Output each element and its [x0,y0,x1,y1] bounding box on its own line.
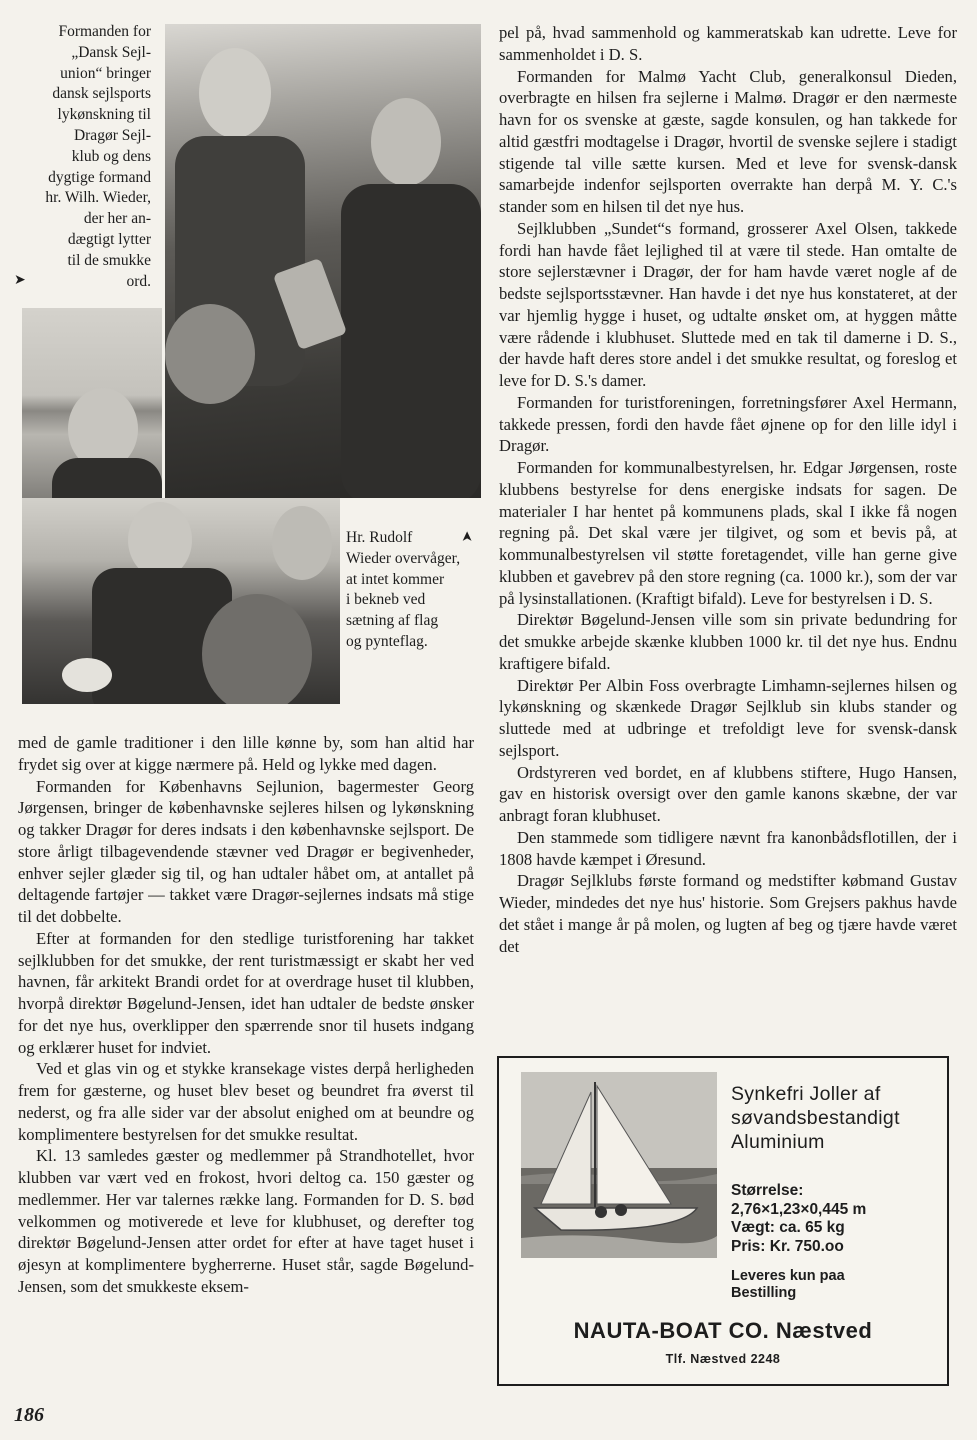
caption-line: til de smukke [67,251,151,269]
paragraph: Direktør Per Albin Foss overbragte Limhamn-sejlernes hilsen og lykønskning og skænkede Dragør Sejlklub sin klubs stander og sluttede med at udbringe et trefoldigt leve for svensk-dansk sejlsport. [499,675,957,760]
caption-line: Wieder overvåger, [346,549,461,567]
caption-line: ord. [126,272,151,290]
ad-order-note [731,1268,941,1302]
paragraph: Formanden for kommunalbestyrelsen, hr. Edgar Jørgensen, roste klubbens bestyrelse for dens energiske indsats for sagen. De materialer I har hentet på kommunens plads, skal I ikke få nogen regning på. Det skal være jer tilgivet, og som et bevis på, at kommunalbestyrelsen vil støtte foretagendet, ville han gerne give klubben et gavebrev på den store regning (ca. 1000 kr.), som der var på lysinstallationen. (Kraftigt bifald). Leve for bestyrelsen i D. S. [499,458,957,608]
size-label: Størrelse: [731,1182,804,1199]
ad-specs [731,1182,941,1256]
paragraph: pel på, hvad sammenhold og kammeratskab kan udrette. Leve for sammenholdet i D. S. [499,23,957,64]
paragraph: med de gamle traditioner i den lille kønne by, som han altid har frydet sig over at kigge nærmere på. Held og lykke med dagen. [18,733,474,774]
caption-line: dansk sejlsports [52,85,151,103]
photo-flag-ceremony [165,24,481,498]
paragraph: Ordstyreren ved bordet, en af klubbens stiftere, Hugo Hansen, gav en historisk oversigt over den gamle kanons skæbne, der var anbragt foran klubhuset. [499,762,957,825]
sailboat-icon [521,1072,717,1258]
paragraph: Ved et glas vin og et stykke kransekage vistes derpå herligheden frem for gæsterne, og huset blev beset og beundret fra øverst til nederst, og fra alle sider var der absolut enighed om at beundre og komplimentere bestyrelsen for det smukke resultat. [18,1059,474,1144]
caption-line: „Dansk Sejl- [71,43,151,61]
page-number: 186 [14,1404,44,1426]
ad-title [731,1082,941,1154]
weight: Vægt: ca. 65 kg [731,1219,845,1236]
caption-line: Hr. Rudolf [346,529,413,546]
company-name: NAUTA-BOAT CO. Næstved [573,1318,873,1343]
order-line: Leveres kun paa [731,1268,845,1284]
caption-line: sætning af flag [346,612,439,630]
paragraph: Direktør Bøgelund-Jensen ville som sin private bedundring for det smukke arbejde skænke klubben 1000 kr. til det nye hus. Endnu kraftigere bifald. [499,610,957,673]
right-column [499,22,957,957]
size-value: 2,76×1,23×0,445 m [731,1200,867,1218]
photo-man-with-hat [22,498,340,704]
caption-line: klub og dens [71,147,151,165]
paragraph: Kl. 13 samledes gæster og medlemmer på Strandhotellet, hvor klubben var vært ved en frokost, hvori deltog ca. 150 gæster og medlemmer. Her var talernes række lang. Formanden for D. S. bød velkommen og motiverede et leve for klubhuset, og derefter tog direktør Bøgelund-Jensen atter ordet for efter at have taget huset i øjesyn at komplimentere bygherrerne. Huset står, sagde Bøgelund-Jensen, som det smukkeste eksem- [18,1146,474,1296]
caption-line: at intet kommer [346,570,445,588]
caption-line: Formanden for [58,23,151,40]
caption-mid [346,528,486,653]
paragraph: Formanden for turistforeningen, forretningsfører Axel Hermann, takkede pressen, fordi den havde fået øjnene op for den lille idyl i Dragør. [499,392,957,456]
paragraph: Dragør Sejlklubs første formand og medstifter købmand Gustav Wieder, mindedes det nye hus' historie. Som Grejsers pakhus havde det stået i mange år på molen, og lugten af beg og tjære havde været det [499,871,957,956]
arrow-right-icon: ➤ [14,273,26,288]
phone-number: Tlf. Næstved 2248 [665,1352,781,1366]
caption-line: i bekneb ved [346,591,426,609]
arrow-up-icon: ➤ [460,530,476,543]
paragraph: Formanden for Københavns Sejlunion, bagermester Georg Jørgensen, bringer de københavnske sejleres hilsen og lykønskning og takker Dragør for deres indsats i den københavnske sejlsport. De store årligt tilbagevendende stævner ved Dragør er begivenheder, enhver sejler glæder sig til, og han udtaler håbet om, at antallet på deltagende fartøjer — takket være Dragør-sejlernes indsats må stige til det dobbelte. [18,776,474,926]
advertisement [497,1056,949,1386]
caption-line: Dragør Sejl- [73,126,151,144]
paragraph: Den stammede som tidligere nævnt fra kanonbådsflotillen, der i 1808 havde kæmpet i Øresund. [499,827,957,869]
sailboat-photo [521,1072,717,1258]
caption-line: union“ bringer [60,64,151,82]
ad-title-line: Synkefri Joller af [731,1083,881,1105]
caption-line: hr. Wilh. Wieder, [45,189,151,207]
caption-top [14,22,151,292]
price: Pris: Kr. 750.oo [731,1237,844,1255]
caption-line: og pynteflag. [346,632,428,650]
left-column [18,732,474,1298]
caption-line: dygtige formand [48,168,151,186]
caption-line: dægtigt lytter [67,230,151,248]
order-line: Bestilling [731,1285,797,1301]
ad-title-line: søvandsbestandigt [731,1107,900,1129]
paragraph: Sejlklubben „Sundet“s formand, grosserer Axel Olsen, takkede fordi han havde fået lejlighed til at være til stede. Han omtalte de store sejlerstævner i Dragør, der for ham havde været nogle af de bedste sejlsportsstævner. Han havde i det nye hus konstateret, at der var hjemlig hygge i huset, og udtalte ønsket om, at hyggen måtte være rådende i klubhuset. Sluttede med en tak til damerne i D. S., der havde haft deres store andel i det smukke resultat, og foreslog et leve for D. S.'s damer. [499,218,957,390]
ad-title-line: Aluminium [731,1131,825,1153]
paragraph: Efter at formanden for den stedlige turistforening har takket sejlklubben for det smukke, der rent turistmæssigt er skabt her ved havnen, får arkitekt Brandi ordet for at overdrage huset til klubben, hvorpå direktør Bøgelund-Jensen, idet han udtaler de bedste ønsker for det nye hus, overklipper den spærrende snor til husets indgang og erklærer huset for indviet. [18,928,474,1057]
paragraph: Formanden for Malmø Yacht Club, generalkonsul Dieden, overbragte en hilsen fra sejlerne i Malmø. Dragør er den nærmeste havn for os svenske at gæste, sagde konsulen, og han takkede for altid gæstfri modtagelse i Dragør, hvortil de svenske sejlere i stadigt stigende tal ville sætte kursen. Med et leve for svensk-dansk samarbejde indenfor sejlsporten overrakte han derpå M. Y. C.'s stander som en hilsen til det nye hus. [499,66,957,216]
caption-line: lykønskning til [57,106,151,124]
caption-line: der her an- [83,210,151,228]
